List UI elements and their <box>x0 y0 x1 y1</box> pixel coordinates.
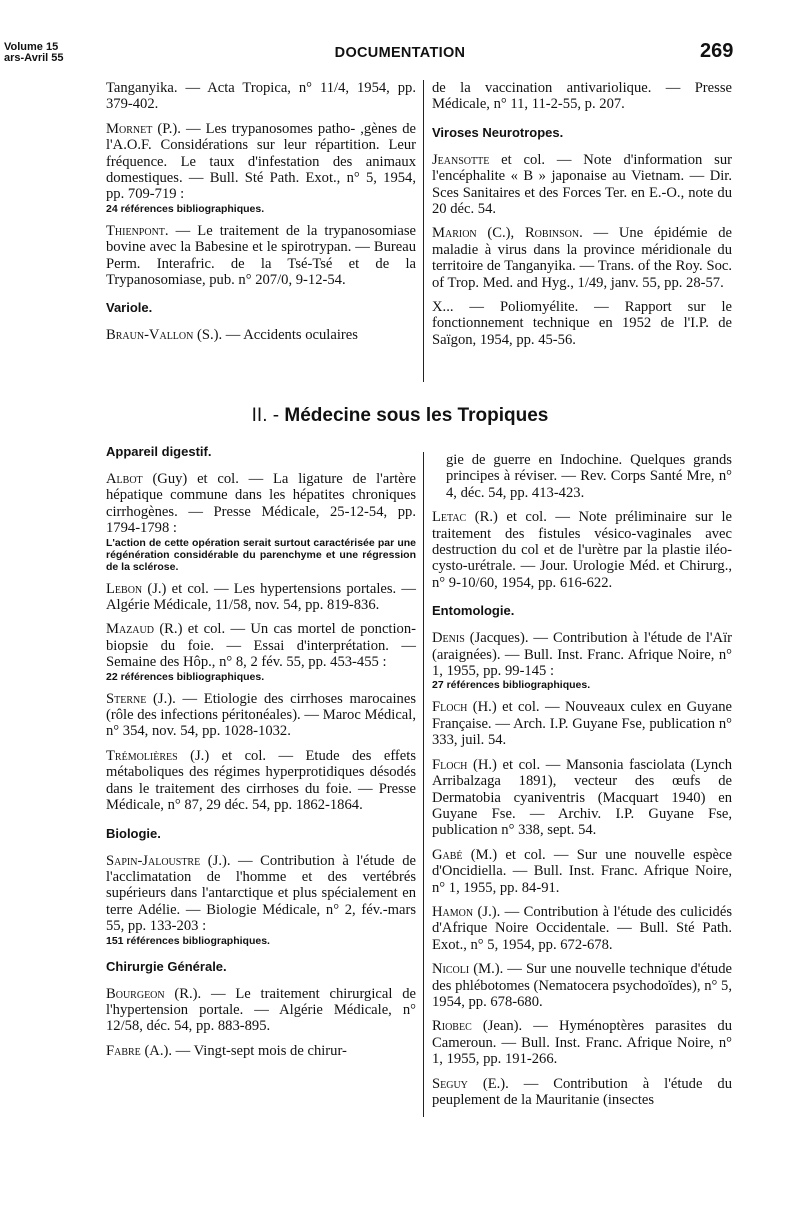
entry-text: (R.) et col. — Note préliminaire sur le traitement des fistules vésico-vaginales avec destruction du col et de l'urètre par la plastie iléo-cysto-urétrale. — Jour. Urologie Méd. et Chirurg., n° 9-10/60, 1954, pp. 616-622. <box>432 509 732 591</box>
column-divider <box>423 80 424 382</box>
bib-entry <box>432 225 732 291</box>
entry-text: (R.) et col. — Un cas mortel de ponction-biopsie du foie. — Essai d'interprétation. — Semaine des Hôp., n° 8, 2 fév. 55, pp. 453-455 : <box>106 621 416 671</box>
entry-text: (A.). — Vingt-sept mois de chirur- <box>140 1042 347 1059</box>
top-right-column <box>432 80 732 356</box>
entry-author: Jeansotte <box>432 151 490 168</box>
section-number: II. - <box>251 405 285 426</box>
section-heading: Chirurgie Générale. <box>106 958 227 974</box>
bib-entry <box>106 471 416 573</box>
entry-author: Nicoli <box>432 961 470 978</box>
entry-author: Lebon <box>106 580 143 597</box>
entry-note: L'action de cette opération serait surtout caractérisée par une régénération considérable du parenchyme et une régression de la sclérose. <box>106 536 416 573</box>
bib-entry <box>432 961 732 1010</box>
entry-text: . — Le traitement de la trypanosomiase bovine avec la Babesine et le spirotrypan. — Bureau Perm. Interafric. de la Tsé-Tsé et de la Trypanosomiase, pub. n° 207/0, 9-12-54. <box>106 222 416 289</box>
entry-author: Seguy <box>432 1075 468 1092</box>
bottom-right-column <box>432 452 732 1116</box>
entry-author: Albot <box>106 471 143 487</box>
bib-entry <box>432 757 732 839</box>
bib-entry <box>432 299 732 348</box>
entry-text: Tanganyika. — Acta Tropica, n° 11/4, 1954, pp. 379-402. <box>106 80 416 113</box>
entry-text: (M.). — Sur une nouvelle technique d'étude des phlébotomes (Nematocera psychodoïdes), n° 5, 1954, pp. 678-680. <box>432 961 732 1010</box>
entry-text: (C.), <box>476 225 525 242</box>
volume-number: Volume 15 <box>4 41 59 53</box>
entry-text: et col. — Note d'information sur l'encéphalite « B » japonaise au Vietnam. — Dir. Sces Sanitaires et des Forces Ter. en E.-O., note du 20 déc. 54. <box>432 151 732 218</box>
entry-note: 22 références bibliographiques. <box>106 670 265 683</box>
bib-entry <box>432 152 732 218</box>
entry-author: Letac <box>432 509 467 526</box>
entry-text: (Jean). — Hyménoptères parasites du Cameroun. — Bull. Inst. Franc. Afrique Noire, n° 1, 1955, pp. 191-266. <box>432 1018 732 1068</box>
volume-months: ars-Avril 55 <box>4 52 64 64</box>
bib-entry <box>106 986 416 1035</box>
entry-author: Mazaud <box>106 621 154 638</box>
bib-entry <box>106 223 416 289</box>
entry-author: Marion <box>432 225 477 242</box>
bib-entry <box>106 691 416 740</box>
section-heading: Appareil digestif. <box>106 444 212 459</box>
bottom-left-column <box>106 440 416 1067</box>
major-section-heading <box>0 405 800 427</box>
entry-author: Braun-Vallon <box>106 327 194 344</box>
entry-author: Floch <box>432 756 468 773</box>
entry-text: (P.). — Les trypanosomes patho- ,gènes de l'A.O.F. Considérations sur leur répartition. Leur fréquence. Le taux d'infestation des animaux domestiques. — Bull. Sté Path. Exot., n° 5, 1954, pp. 709-719 : <box>106 120 416 203</box>
page-number: 269 <box>700 40 734 62</box>
entry-author: Hamon <box>432 903 474 920</box>
entry-author: Robinson <box>524 225 580 242</box>
bib-entry <box>106 80 416 113</box>
entry-author: Sapin-Jaloustre <box>106 852 201 869</box>
bib-entry <box>106 1043 416 1059</box>
column-divider <box>423 452 424 1117</box>
entry-text: gie de guerre en Indochine. Quelques grands principes à réviser. — Rev. Corps Santé Mre, n° 4, déc. 54, pp. 413-423. <box>446 452 732 501</box>
entry-text: (J.) et col. — Les hypertensions portales. — Algérie Médicale, 11/58, nov. 54, pp. 819-836. <box>106 580 416 614</box>
section-heading: Viroses Neurotropes. <box>432 124 564 140</box>
bib-entry <box>432 904 732 953</box>
section-heading: Biologie. <box>106 825 161 841</box>
entry-author: Floch <box>432 699 468 716</box>
entry-text: de la vaccination antivariolique. — Presse Médicale, n° 11, 11-2-55, p. 207. <box>432 80 732 113</box>
bib-entry <box>106 621 416 682</box>
entry-text: (R.). — Le traitement chirurgical de l'hypertension portale. — Algérie Médicale, n° 12/58, déc. 54, pp. 883-895. <box>106 985 416 1035</box>
section-heading: Variole. <box>106 300 153 316</box>
entry-note: 24 références bibliographiques. <box>106 202 265 215</box>
entry-note: 27 références bibliographiques. <box>432 679 591 692</box>
entry-author: Denis <box>432 630 465 647</box>
bib-entry <box>432 699 732 748</box>
entry-text: (H.) et col. — Mansonia fasciolata (Lynch Arribalzaga 1891), vecteur des œufs de Dermatobia cyaniventris (Macquart 1940) en Guyane Fse. — Archiv. I.P. Guyane Fse, publication n° 338, sept. 54. <box>432 756 732 839</box>
bib-entry <box>106 853 416 947</box>
entry-text: (J.). — Etiologie des cirrhoses marocaines (rôle des infections péritonéales). — Maroc Médical, n° 354, nov. 54, pp. 1028-1032. <box>106 690 416 740</box>
entry-author: Fabre <box>106 1042 141 1059</box>
bib-entry <box>106 121 416 215</box>
entry-note: 151 références bibliographiques. <box>106 934 270 947</box>
entry-text: (M.) et col. — Sur une nouvelle espèce d'Oncidiella. — Bull. Inst. Franc. Afrique Noire, n° 1, 1955, pp. 84-91. <box>432 846 732 896</box>
bib-entry <box>432 847 732 896</box>
bib-entry <box>106 327 416 343</box>
bib-entry <box>432 509 732 591</box>
section-heading: Entomologie. <box>432 603 515 619</box>
entry-author: Trémolières <box>106 747 178 764</box>
entry-text: (Jacques). — Contribution à l'étude de l'Aïr (araignées). — Bull. Inst. Franc. Afrique Noire, n° 1, 1955, pp. 99-145 : <box>432 630 732 680</box>
top-left-column <box>106 80 416 352</box>
entry-text: (H.) et col. — Nouveaux culex en Guyane Française. — Arch. I.P. Guyane Fse, publication n° 333, juil. 54. <box>432 699 732 749</box>
bib-entry <box>432 630 732 691</box>
entry-author: Sterne <box>106 690 147 707</box>
entry-text: . — Une épidémie de maladie à virus dans la province méridionale du territoire de Tanganyika. — Trans. of the Roy. Soc. of Trop. Med. and Hyg., 1/49, janv. 55, pp. 28-57. <box>432 225 732 291</box>
bib-entry <box>432 1076 732 1109</box>
entry-text: (J.). — Contribution à l'étude des culicidés d'Afrique Noire Occidentale. — Bull. Sté Path. Exot., n° 5, 1954, pp. 672-678. <box>432 903 732 953</box>
entry-text: (J.). — Contribution à l'étude de l'acclimatation de l'homme et des vertébrés supérieurs dans l'antarctique et plus spécialement en terre Adélie. — Biologie Médicale, n° 2, fév.-mars 55, pp. 133-203 : <box>106 852 416 935</box>
bib-entry <box>432 80 732 113</box>
entry-author: Gabé <box>432 846 463 863</box>
bib-entry <box>106 748 416 814</box>
entry-text: (Guy) et col. — La ligature de l'artère hépatique commune dans les hépatites chroniques cirrhogènes. — Presse Médicale, 25-12-54, pp. 1794-1798 : <box>106 471 416 537</box>
entry-author: Bourgeon <box>106 985 165 1002</box>
bib-entry <box>432 1018 732 1067</box>
entry-text: (S.). — Accidents oculaires <box>193 327 358 344</box>
section-title: Médecine sous les Tropiques <box>284 405 549 426</box>
entry-text: X... — Poliomyélite. — Rapport sur le fonctionnement technique en 1952 de l'I.P. de Saïgon, 1954, pp. 45-56. <box>432 299 732 348</box>
bib-entry <box>106 581 416 614</box>
entry-author: Mornet <box>106 120 153 137</box>
entry-text: (E.). — Contribution à l'étude du peuplement de la Mauritanie (insectes <box>432 1075 732 1108</box>
entry-author: Riobec <box>432 1018 472 1035</box>
entry-author: Thienpont <box>106 222 165 239</box>
entry-text: (J.) et col. — Etude des effets métaboliques des régimes hyperprotidiques désodés dans le traitement des cirrhoses du foie. — Presse Médicale, n° 87, 29 déc. 54, pp. 1862-1864. <box>106 747 416 814</box>
running-title: DOCUMENTATION <box>334 45 466 61</box>
bib-entry <box>432 452 732 501</box>
